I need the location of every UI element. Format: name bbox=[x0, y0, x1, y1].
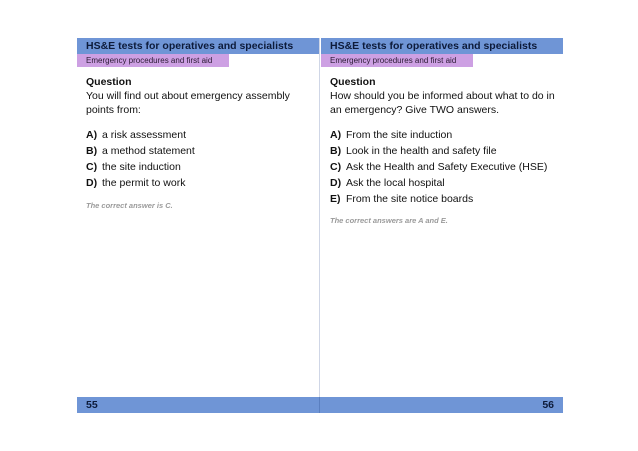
answer-letter: D) bbox=[330, 177, 342, 189]
right-question-heading: Question bbox=[330, 76, 376, 88]
right-page bbox=[321, 38, 563, 413]
answer-letter: A) bbox=[86, 129, 98, 141]
right-correct-answer-note: The correct answers are A and E. bbox=[330, 216, 448, 225]
right-page-number: 56 bbox=[542, 399, 554, 411]
right-section-tag: Emergency procedures and first aid bbox=[321, 54, 473, 67]
answer-letter: D) bbox=[86, 177, 98, 189]
right-page-header: HS&E tests for operatives and specialists bbox=[321, 38, 563, 54]
answer-text: Ask the local hospital bbox=[346, 177, 445, 189]
left-answer-c bbox=[86, 159, 314, 175]
left-question-text: You will find out about emergency assembly points from: bbox=[86, 90, 290, 116]
answer-text: the site induction bbox=[102, 161, 181, 173]
answer-letter: B) bbox=[86, 145, 98, 157]
right-answer-c bbox=[330, 159, 558, 175]
left-answer-b bbox=[86, 143, 314, 159]
left-answer-d bbox=[86, 175, 314, 191]
right-answer-e bbox=[330, 191, 558, 207]
answer-letter: C) bbox=[330, 161, 342, 173]
right-answer-b bbox=[330, 143, 558, 159]
answer-letter: A) bbox=[330, 129, 342, 141]
footer-bar bbox=[77, 397, 563, 413]
answer-text: the permit to work bbox=[102, 177, 186, 189]
answer-text: Look in the health and safety file bbox=[346, 145, 497, 157]
page-divider bbox=[319, 38, 320, 413]
left-section-tag: Emergency procedures and first aid bbox=[77, 54, 229, 67]
left-answer-list bbox=[86, 127, 314, 191]
left-correct-answer-note: The correct answer is C. bbox=[86, 201, 173, 210]
answer-letter: C) bbox=[86, 161, 98, 173]
answer-text: From the site induction bbox=[346, 129, 453, 141]
left-page-header: HS&E tests for operatives and specialists bbox=[77, 38, 319, 54]
answer-text: Ask the Health and Safety Executive (HSE) bbox=[346, 161, 548, 173]
left-page bbox=[77, 38, 319, 413]
answer-letter: B) bbox=[330, 145, 342, 157]
left-page-number: 55 bbox=[86, 399, 98, 411]
answer-text: From the site notice boards bbox=[346, 193, 474, 205]
answer-letter: E) bbox=[330, 193, 341, 205]
right-answer-d bbox=[330, 175, 558, 191]
answer-text: a method statement bbox=[102, 145, 195, 157]
right-question-text: How should you be informed about what to do in an emergency? Give TWO answers. bbox=[330, 90, 555, 116]
answer-text: a risk assessment bbox=[102, 129, 187, 141]
left-question-heading: Question bbox=[86, 76, 132, 88]
book-spread bbox=[77, 38, 563, 413]
left-answer-a bbox=[86, 127, 314, 143]
footer-divider bbox=[319, 397, 320, 413]
right-answer-a bbox=[330, 127, 558, 143]
right-answer-list bbox=[330, 127, 558, 207]
